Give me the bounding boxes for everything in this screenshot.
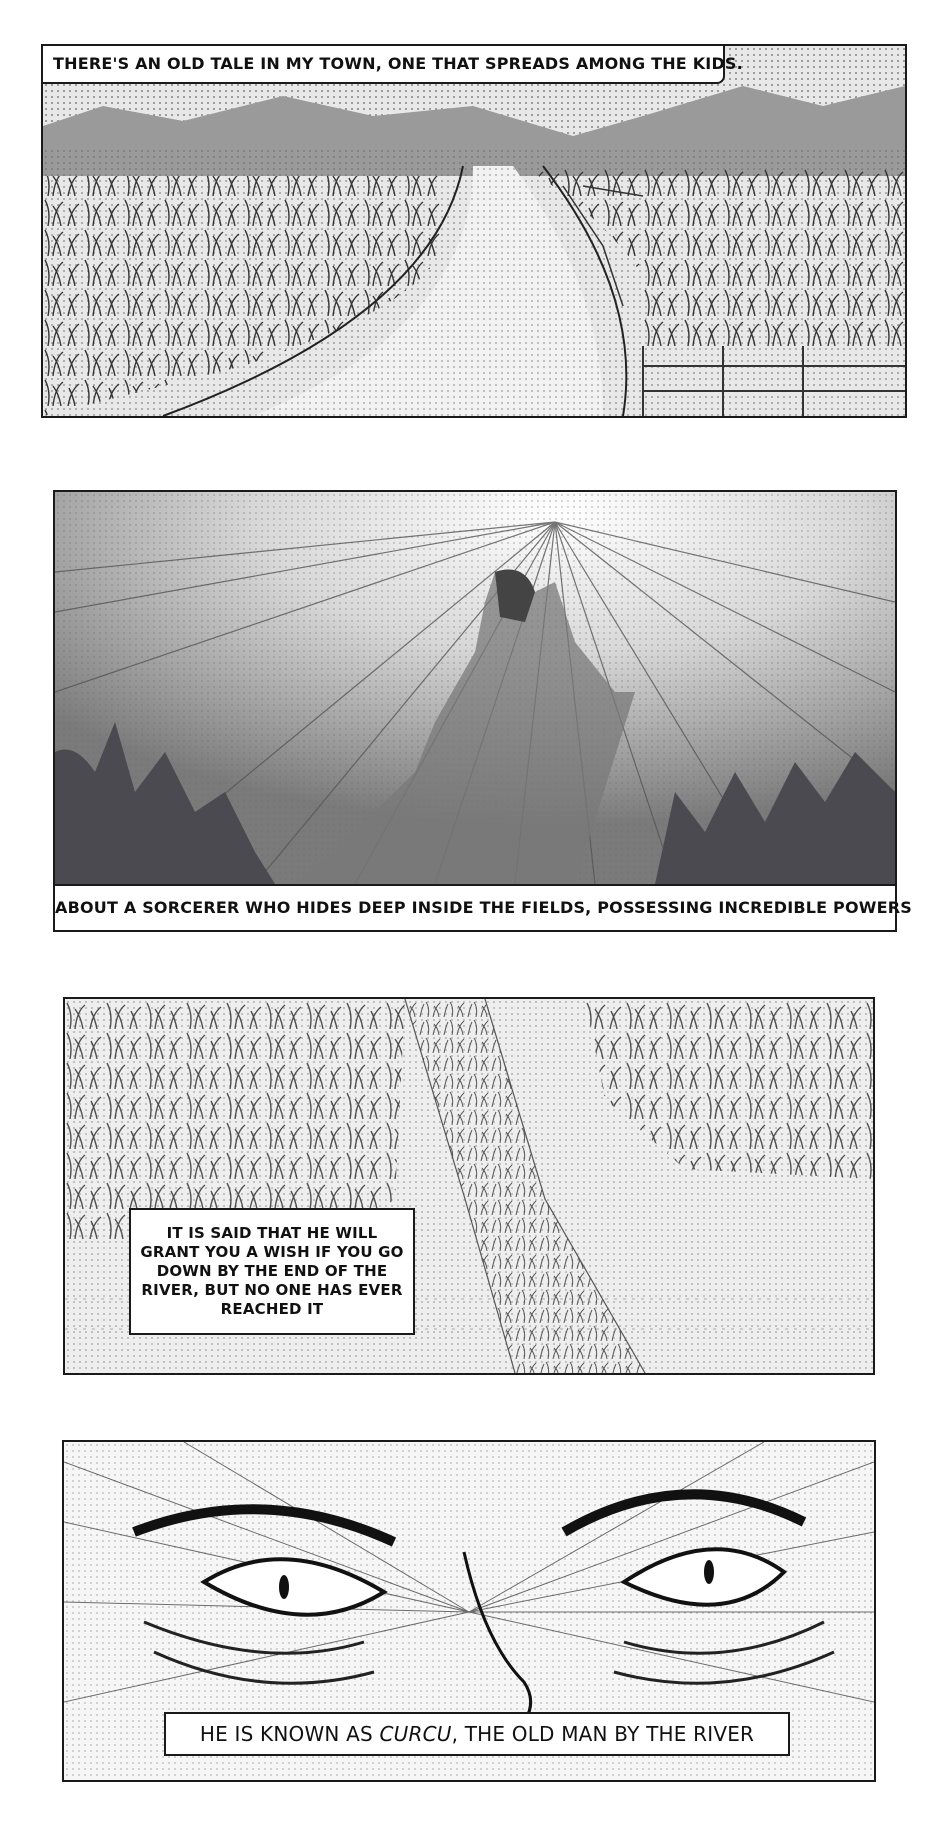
comic-panel-1 — [41, 44, 907, 418]
caption-panel-4-name: CURCU — [379, 1722, 452, 1746]
caption-panel-4-text-after: , THE OLD MAN BY THE RIVER — [451, 1722, 755, 1746]
caption-panel-4 — [164, 1712, 790, 1756]
caption-panel-1: THERE'S AN OLD TALE IN MY TOWN, ONE THAT SPREADS AMONG THE KIDS. — [43, 46, 725, 84]
comic-panel-2 — [53, 490, 897, 886]
caption-panel-3: IT IS SAID THAT HE WILL GRANT YOU A WISH IF YOU GO DOWN BY THE END OF THE RIVER, BUT NO ONE HAS EVER REACHED IT — [129, 1208, 415, 1335]
field-road-illustration — [43, 46, 905, 416]
sorcerer-light-illustration — [55, 492, 895, 884]
caption-panel-2: ABOUT A SORCERER WHO HIDES DEEP INSIDE THE FIELDS, POSSESSING INCREDIBLE POWERS — [53, 884, 897, 932]
caption-panel-4-text-before: HE IS KNOWN AS — [199, 1722, 380, 1746]
